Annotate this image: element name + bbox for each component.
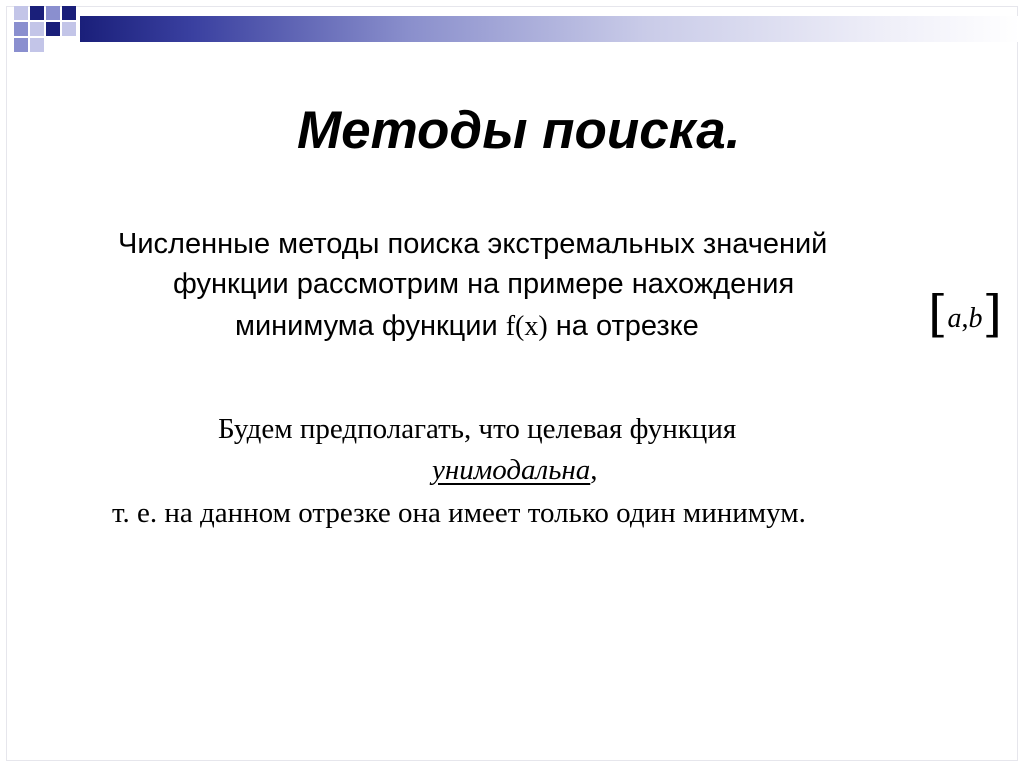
decor-square	[14, 6, 28, 20]
decor-square	[30, 22, 44, 36]
unimodal-punct: ,	[590, 454, 598, 486]
assumption-line-1: Будем предполагать, что целевая функция	[218, 413, 737, 445]
decor-square	[14, 22, 28, 36]
intro-line-3-suffix: на отрезке	[547, 310, 699, 342]
decor-square	[46, 6, 60, 20]
decor-square	[62, 6, 76, 20]
function-expression: f(x)	[505, 311, 548, 342]
unimodal-term: унимодальна	[432, 454, 591, 486]
intro-line-3-prefix: минимума функции	[235, 310, 506, 342]
slide-title: Методы поиска.	[297, 101, 741, 160]
interval-b: b	[968, 303, 983, 334]
assumption-line-3: т. е. на данном отрезке она имеет только один минимум.	[112, 497, 806, 529]
decor-square	[62, 22, 76, 36]
assumption-line-2	[432, 449, 598, 491]
intro-line-1: Численные методы поиска экстремальных значений	[118, 228, 828, 260]
interval-separator: ,	[961, 303, 969, 334]
intro-line-3	[235, 285, 1003, 346]
interval-close-bracket: ]	[982, 285, 1003, 343]
interval-a: a	[947, 303, 962, 334]
decor-square	[46, 22, 60, 36]
decor-square	[14, 38, 28, 52]
decor-square	[30, 38, 44, 52]
interval-open-bracket: [	[928, 285, 948, 343]
interval-expression	[928, 285, 1003, 343]
decor-square	[30, 6, 44, 20]
intro-line-2: функции рассмотрим на примере нахождения	[173, 268, 795, 300]
header-gradient-bar	[80, 16, 1020, 42]
